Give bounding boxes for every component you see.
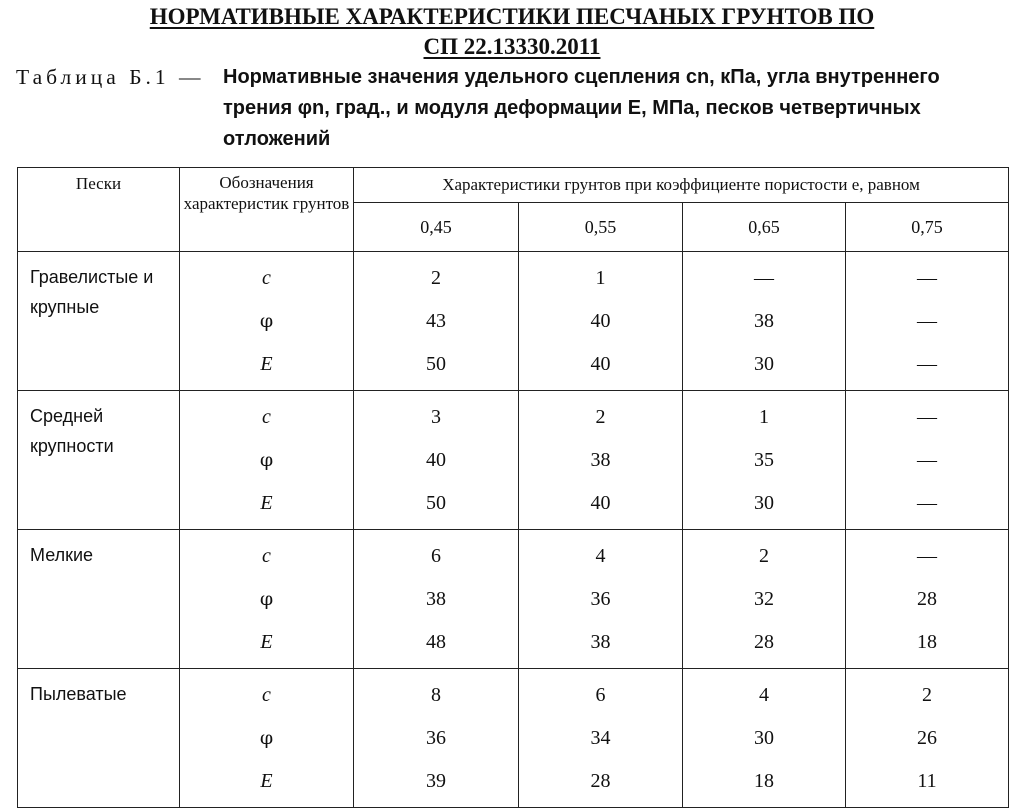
value-cell	[683, 252, 846, 391]
table-caption-text: Нормативные значения удельного сцепления cn, кПа, угла внутреннего трения φn, град., и модуля деформации E, МПа, песков четвертичных отложений	[223, 66, 940, 150]
header-sands: Пески	[18, 168, 180, 252]
value-cell	[519, 530, 683, 669]
table-value: —	[917, 544, 938, 567]
sand-type-name: Пылеватые	[18, 669, 180, 808]
designation-symbol: E	[260, 353, 273, 376]
table-value: 30	[754, 492, 774, 515]
table-value: 28	[917, 587, 938, 610]
designation-symbol: φ	[259, 309, 274, 332]
designation-symbol: c	[262, 266, 271, 289]
table-body	[18, 252, 1009, 808]
table-value: 36	[590, 587, 611, 610]
value-cell	[354, 530, 519, 669]
value-cell	[846, 669, 1009, 808]
table-value: 8	[431, 683, 441, 706]
slide-title-line1: НОРМАТИВНЫЕ ХАРАКТЕРИСТИКИ ПЕСЧАНЫХ ГРУНТОВ ПО	[149, 4, 875, 29]
value-cell	[683, 391, 846, 530]
value-cell	[354, 391, 519, 530]
table-value: 11	[917, 770, 937, 793]
table-value: 26	[917, 726, 938, 749]
header-e-value: 0,55	[519, 203, 683, 252]
table-value: 18	[754, 770, 774, 793]
designation-cell	[180, 252, 354, 391]
table-value: —	[917, 405, 938, 428]
table-group-row	[18, 530, 1009, 669]
table-value: 28	[590, 770, 611, 793]
table-value: 4	[595, 544, 606, 567]
designation-symbol: E	[260, 770, 273, 793]
designation-symbol: E	[260, 631, 273, 654]
table-value: 40	[590, 309, 611, 332]
table-value: 50	[426, 492, 446, 515]
table-value: —	[917, 492, 938, 515]
header-e-value: 0,75	[846, 203, 1009, 252]
value-cell	[519, 669, 683, 808]
value-cell	[354, 669, 519, 808]
designation-symbol: φ	[259, 448, 274, 471]
table-group-row	[18, 669, 1009, 808]
table-value: 38	[426, 587, 446, 610]
table-value: 30	[754, 353, 774, 376]
table-value: —	[917, 448, 938, 471]
table-value: —	[917, 353, 938, 376]
table-group-row	[18, 252, 1009, 391]
value-cell	[683, 530, 846, 669]
table-value: 18	[917, 631, 938, 654]
table-value: 2	[922, 683, 933, 706]
header-designations: Обозначения характеристик грунтов	[180, 168, 354, 252]
sand-characteristics-table	[17, 167, 1009, 808]
sand-type-name: Мелкие	[18, 530, 180, 669]
table-value: 39	[426, 770, 446, 793]
table-value: 50	[426, 353, 446, 376]
table-value: —	[917, 309, 938, 332]
value-cell	[683, 669, 846, 808]
table-value: 40	[426, 448, 446, 471]
table-value: 6	[595, 683, 606, 706]
designation-cell	[180, 530, 354, 669]
table-value: 35	[754, 448, 774, 471]
table-value: —	[917, 266, 938, 289]
designation-cell	[180, 391, 354, 530]
designation-symbol: c	[262, 683, 271, 706]
slide-title-line2: СП 22.13330.2011	[423, 34, 601, 59]
table-value: 32	[754, 587, 774, 610]
value-cell	[846, 391, 1009, 530]
value-cell	[846, 530, 1009, 669]
table-value: 2	[595, 405, 606, 428]
table-value: 6	[431, 544, 441, 567]
header-characteristics: Характеристики грунтов при коэффициенте пористости е, равном	[354, 168, 1009, 203]
table-value: 4	[759, 683, 769, 706]
table-value: 34	[590, 726, 611, 749]
designation-symbol: φ	[259, 587, 274, 610]
slide-title	[0, 2, 1024, 62]
designation-symbol: c	[262, 405, 271, 428]
table-value: 28	[754, 631, 774, 654]
table-caption-label: Таблица Б.1 —	[16, 65, 205, 89]
value-cell	[519, 252, 683, 391]
value-cell	[354, 252, 519, 391]
table-value: —	[754, 266, 774, 289]
designation-symbol: c	[262, 544, 271, 567]
value-cell	[846, 252, 1009, 391]
table-value: 43	[426, 309, 446, 332]
table-value: 38	[590, 631, 611, 654]
table-value: 1	[759, 405, 769, 428]
table-value: 38	[754, 309, 774, 332]
table-value: 40	[590, 353, 611, 376]
table-value: 38	[590, 448, 611, 471]
table-group-row	[18, 391, 1009, 530]
header-e-value: 0,65	[683, 203, 846, 252]
table-value: 1	[595, 266, 606, 289]
designation-symbol: φ	[259, 726, 274, 749]
table-value: 40	[590, 492, 611, 515]
table-value: 30	[754, 726, 774, 749]
table-value: 48	[426, 631, 446, 654]
sand-type-name: Средней крупности	[18, 391, 180, 530]
table-value: 3	[431, 405, 441, 428]
sand-type-name: Гравелистые и крупные	[18, 252, 180, 391]
table-value: 36	[426, 726, 446, 749]
table-value: 2	[431, 266, 441, 289]
designation-cell	[180, 669, 354, 808]
table-value: 2	[759, 544, 769, 567]
value-cell	[519, 391, 683, 530]
designation-symbol: E	[260, 492, 273, 515]
header-e-value: 0,45	[354, 203, 519, 252]
